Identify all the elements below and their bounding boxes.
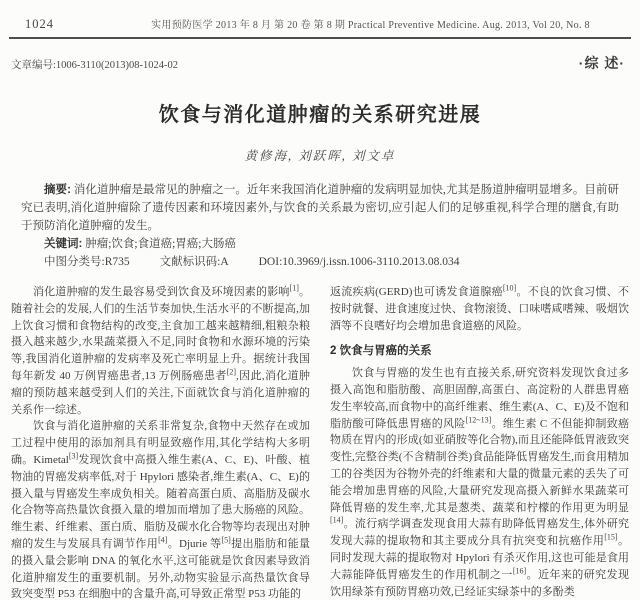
abstract-label: 摘要: [44,184,71,196]
review-column-tag: ·综 述· [578,55,625,71]
abstract-section [21,181,619,271]
reference-superscript: [1] [289,283,299,293]
article-title: 饮食与消化道肿瘤的关系研究进展 [158,104,482,126]
left-column [11,284,310,600]
doi: DOI:10.3969/j.issn.1006-3110.2013.08.034 [258,256,460,268]
reference-superscript: [10] [502,283,517,293]
reference-superscript: [12~13] [465,414,492,424]
journal-header-line: 实用预防医学 2013 年 8 月 第 20 卷 第 8 期 Practical Preventive Medicine. Aug. 2013, Vol 20, No. 8 [151,20,590,31]
reference-superscript: [16] [512,566,527,576]
reference-superscript: [15] [604,532,618,542]
body-paragraph: 饮食与消化道肿瘤的关系非常复杂,食物中天然存在或加工过程中使用的添加剂具有明显致癌作用,其化学结构大多明确。Kimetal[3]发现饮食中高摄入维生素(A、C、E)、叶酸、植物油的胃癌发病率低,对于 Hpylori 感染者,维生素(A、C、E)的摄入量与胃癌发生率成负相关。随着高蛋白质、高脂肪及碳水化合物等高热量饮食摄入量的增加而增加了患大肠癌的风险。维生素、纤维素、蛋白质、脂肪及碳水化合物等均表现出对肿瘤的发生与发展具有调节作用[4]。Djurie 等[5]提出脂肪和能量的摄入量会影响 DNA 的氧化水平,这可能就是饮食因素导致消化道肿瘤发生的重要机制。另外,动物实验显示高热量饮食导致突变型 P53 在细胞中的含量升高,可导致正常型 P53 功能的 [11,420,311,600]
body-columns [9,284,631,600]
classification-line [21,253,619,271]
reference-superscript: [5] [221,535,231,545]
body-paragraph: 返流疾病(GERD)也可诱发食道腺癌[10]。不良的饮食习惯、不按时就餐、进食速度过快、食物滚烫、口味嗜咸嗜辣、吸烟饮酒等不良嗜好均会增加患食道癌的风险。 [330,283,629,332]
reference-superscript: [14] [330,515,344,525]
document-code: 文献标识码:A [159,256,229,268]
reference-superscript: [3] [68,451,79,461]
right-column [330,284,629,600]
body-paragraph: 饮食与胃癌的发生也有直接关系,研究资料发现饮食过多摄入高饱和脂肪酸、高胆固醇,高蛋白、高淀粉的人群患胃癌发生率较高,而食物中的高纤维素、维生素(A、C、E)及不饱和脂肪酸可降低患胃癌的风险[12~13]。维生素 C 不但能抑制致癌物质在胃内的形成(如亚硝胺等化合物),而且还能降低胃液致突变性,完整谷类(不含精制谷类)食品能降低胃癌发生,而食用精加工的谷类因为谷物外壳的纤维素和大量的微量元素的丢失了可能会增加患胃癌的风险,大量研究发现高摄入新鲜水果蔬菜可降低胃癌的发生率,尤其是葱类、蔬菜和柠檬的作用更为明显[14]。流行病学调查发现食用大蒜有助降低胃癌发生,体外研究发现大蒜的提取物和其主要成分具有抗突变和抗癌作用[15]。同时发现大蒜的提取物对 Hpylori 有杀灭作用,这也可能是食用大蒜能降低胃癌发生的作用机制之一[16]。近年来的研究发现饮用绿茶有预防胃癌功效,已经证实绿茶中的多酚类 [330,367,630,598]
abstract-text: 消化道肿瘤是最常见的肿瘤之一。近年来我国消化道肿瘤的发病明显加快,尤其是肠道肿瘤明显增多。目前研究已表明,消化道肿瘤除了遗传因素和环境因素外,与饮食的关系最为密切,应引起人们的足够重视,科学合理的膳食,有助于预防消化道肿瘤的发生。 [21,184,619,232]
article-id: 文章编号:1006-3110(2013)08-1024-02 [11,60,179,71]
keywords-label: 关键词: [44,238,83,250]
reference-superscript: [2] [226,367,237,377]
page-header [9,14,631,39]
keywords-line [21,235,619,253]
keywords-text: 肿瘤;饮食;食道癌;胃癌;大肠癌 [85,238,236,250]
meta-row [9,53,631,73]
reference-superscript: [4] [158,535,168,545]
section-heading: 2 饮食与胃癌的关系 [330,345,432,358]
body-paragraph: 消化道肿瘤的发生最容易受到饮食及环境因素的影响[1]。随着社会的发展,人们的生活节奏加快,生活水平的不断提高,加上饮食习惯和食物结构的改变,主食加工越来越精细,粗粮杂粮摄入越来越少,水果蔬菜摄入不足,同时食物和水源环境的污染等,我国消化道肿瘤的发病率及死亡率明显上升。据统计我国每年新发 40 万例胃癌患者,13 万例肠癌患者[2],因此,消化道肿瘤的预防越来越受到人们的关注,下面就饮食与消化道肿瘤的关系作一综述。 [11,283,311,416]
clc-number: 中图分类号:R735 [44,256,130,268]
abstract-paragraph [21,181,619,235]
page-number: 1024 [25,17,54,31]
authors-line: 黄修海, 刘跃晖, 刘文卓 [244,149,396,163]
